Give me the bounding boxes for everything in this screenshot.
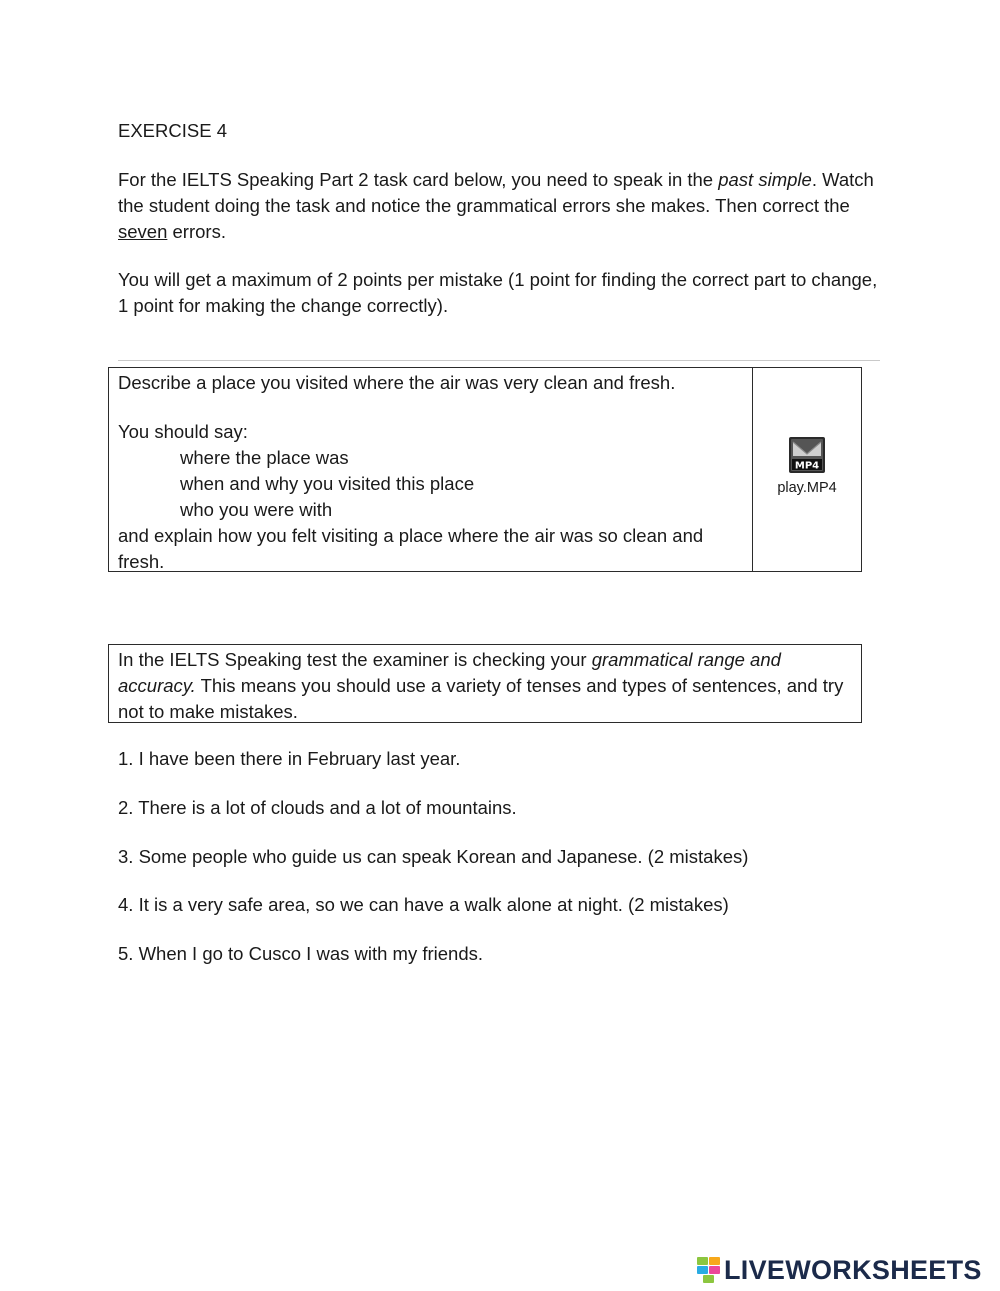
info-italic: grammatical range and accuracy. [118, 649, 781, 696]
points-note: You will get a maximum of 2 points per mistake (1 point for finding the correct part to change, 1 point for making the change correctly). [118, 269, 878, 316]
info-text-2: This means you should use a variety of tenses and types of sentences, and try not to make mistakes. [118, 675, 844, 722]
attachment-label[interactable]: play.MP4 [777, 480, 837, 496]
intro-italic: past simple [718, 169, 812, 190]
svg-text:MP4: MP4 [794, 460, 820, 472]
task-prompt: Describe a place you visited where the air was very clean and fresh. [118, 372, 676, 393]
exercise-title: EXERCISE 4 [118, 120, 227, 141]
intro-paragraph [118, 167, 878, 245]
logo-blocks-icon [697, 1257, 721, 1283]
question-3: 3. Some people who guide us can speak Korean and Japanese. (2 mistakes) [118, 846, 749, 867]
question-2: 2. There is a lot of clouds and a lot of mountains. [118, 797, 517, 818]
info-box [108, 644, 862, 723]
intro-text-2: . Watch the student doing the task and notice the grammatical errors she makes. Then correct the [118, 169, 874, 216]
task-bullet: where the place was [180, 447, 349, 468]
mp4-file-icon[interactable] [788, 436, 826, 474]
info-text [118, 647, 853, 725]
question-1: 1. I have been there in February last year. [118, 748, 461, 769]
intro-text-3: errors. [167, 221, 226, 242]
question-5: 5. When I go to Cusco I was with my friends. [118, 943, 484, 964]
liveworksheets-logo [697, 1254, 982, 1286]
task-should-say: You should say: [118, 421, 248, 442]
logo-text: LIVEWORKSHEETS [724, 1255, 982, 1285]
task-bullet: who you were with [180, 499, 333, 520]
intro-text-1: For the IELTS Speaking Part 2 task card below, you need to speak in the [118, 169, 719, 190]
task-card-text-cell [109, 368, 753, 571]
task-bullet: when and why you visited this place [180, 473, 475, 494]
divider [118, 360, 880, 361]
info-text-1: In the IELTS Speaking test the examiner is checking your [118, 649, 592, 670]
question-4: 4. It is a very safe area, so we can have a walk alone at night. (2 mistakes) [118, 894, 729, 915]
task-explain: and explain how you felt visiting a place where the air was so clean and fresh. [118, 525, 704, 572]
task-card [108, 367, 862, 572]
mp4-attachment[interactable] [753, 436, 861, 497]
intro-underlined: seven [118, 221, 168, 242]
